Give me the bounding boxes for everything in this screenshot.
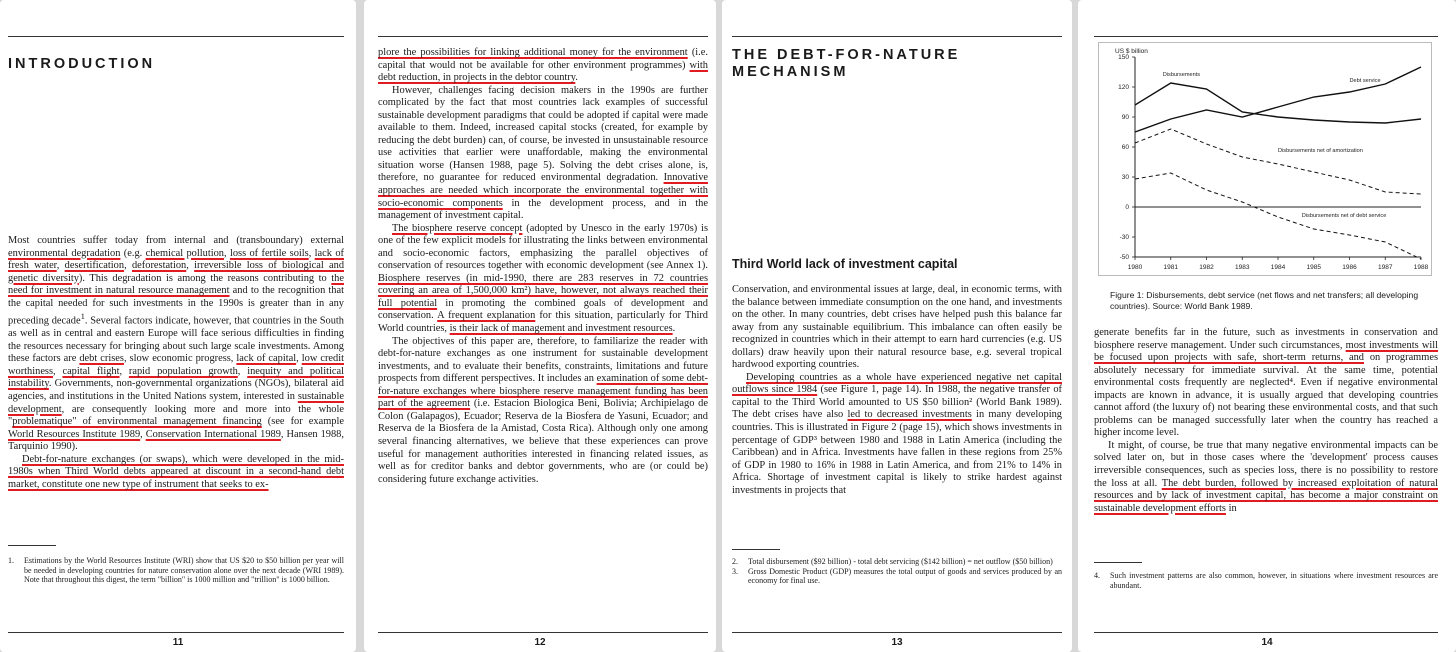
subheading: Third World lack of investment capital [732,257,958,271]
page-11 [0,0,356,652]
figure-caption: Figure 1: Disbursements, debt service (net flows and net transfers; all developing countries). Source: World Bank 1989. [1110,290,1419,311]
x-tick-label: 1984 [1270,264,1286,271]
footnote: 1. Estimations by the World Resources Institute (WRI) show that US $20 to $50 billion per year will be needed in developing countries for nature conservation alone over the next decade (WRI 1989). Note that throughout this digest, the term "billion" is 1000 million and "trillion" is 1000 billion. [8,556,344,584]
footnote-rule [8,545,56,546]
line-chart [1099,43,1433,277]
x-tick-label: 1981 [1163,264,1178,271]
x-tick-label: 1986 [1342,264,1357,271]
footnote-rule [732,549,780,550]
y-tick-label: 30 [1121,174,1129,182]
body-text: Most countries suffer today from internal and (transboundary) external environmental degradation (e.g. chemical pollution, loss of fertile soils, lack of fresh water, desertification, deforestation, irreversible loss of biological and genetic diversity). This degradation is among the reasons contributing to the need for investment in natural resource management and to the recognition that the capital needed for such investments in the 1990s is greater than in any preceding decade$^1$. Several factors indicate, however, that countries in the South as well as in central and eastern Europe will face serious difficulties in finding the resources necessary for bringing about such large scale investments. Among these factors are debt crises, slow economic progress, lack of capital, low credit worthiness, capital flight, rapid population growth, inequity and political instability. Governments, non-governmental organizations (NGOs), bilateral aid agencies, and institutions in the United Nations system, interested in sustainable development, are consequently looking more and more into the whole "problematique" of environmental management financing (see for example World Resources Institute 1989, Conservation International 1989, Hansen 1988, Tarquinio 1990). Debt-for-nature exchanges (or swaps), which were developed in the mid-1980s when Third World debts appeared at discount in a second-hand debt market, constitute one new type of instrument that seeks to ex- [8,235,345,490]
body-text: generate benefits far in the future, such as investments in conservation and biosphere reserve management. Under such circumstances, most investments will be focused upon projects with safe, short-term returns, and on programmes absolutely necessary for immediate survival. At the same time, potential environmental costs frequently are neglected⁴. Even if negative environmental impacts are known in advance, it is usually argued that developing countries cannot afford (the luxury of) not bearing these environmental costs, and that such problems can be managed successfully later when the country has reached a higher income level. It might, of course, be true that many negative environmental impacts can be solved later on, but in those cases where the 'development' process causes irreversible consequences, such as species loss, there is no possibility to restore the loss at all. The debt burden, followed by increased exploitation of natural resources and by lack of investment capital, has become a major constraint on sustainable development efforts in [1094,327,1438,514]
top-rule [732,36,1062,37]
x-tick-label: 1985 [1306,264,1321,271]
figure-1-chart [1098,42,1432,276]
bottom-rule [378,632,708,633]
page-14 [1078,0,1456,652]
page-number: 14 [1261,637,1273,648]
page-number: 13 [891,637,903,648]
footnotes: 2. Total disbursement ($92 billion) - total debt servicing ($142 billion) = net outflow ($50 billion) 3. Gross Domestic Product (GDP) measures the total output of goods and services produced by an economy for final use. [732,557,1062,585]
top-rule [378,36,708,37]
y-axis-label: US $ billion [1115,48,1148,55]
top-rule [8,36,344,37]
bottom-rule [732,632,1062,633]
y-tick-label: 150 [1118,54,1129,62]
bottom-rule [1094,632,1438,633]
series-line-net-of-amortization [1135,129,1421,194]
y-tick-label: -30 [1119,234,1129,242]
y-tick-label: 0 [1125,204,1129,212]
series-label-debt-service: Debt service [1349,78,1381,84]
body-text: plore the possibilities for linking additional money for the environment (i.e. capital that would not be available for other environment programmes) with debt reduction, in projects in the debtor country. However, challenges facing decision makers in the 1990s are further complicated by the fact that most countries lack examples of successful sustainable development paradigms that could be adopted if capital were made available to them. Indeed, increased capital stocks (created, for example by reducing the debt burden) can, of course, be invested in unsustainable resource use activities that earlier were unaffordable, making the environmental situation worse (Hansen 1988, page 5). Solving the debt crises alone, is, therefore, no guarantee for reduced environmental degradation. Innovative approaches are needed which incorporate the environmental together with socio-economic components in the development process, and in the management of investment capital. The biosphere reserve concept (adopted by Unesco in the early 1970s) is one of the few explicit models for illustrating the links between environmental and socio-economic factors, emphasizing the parallel objectives of conservation of resources together with economic development (see Annex 1). Biosphere reserves (in mid-1990, there are 283 reserves in 72 countries covering an area of 1,500,000 km²) have, however, not always reached their full potential in promoting the combined goals of development and conservation. A frequent explanation for this situation, particularly for Third World countries, is their lack of management and investment resources. The objectives of this paper are, therefore, to familiarize the reader with debt-for-nature exchanges as one instrument for sustainable development investments, and to evaluate their benefits, constraints, limitations and future prospects from different perspectives. It includes an examination of some debt-for-nature exchanges where biosphere reserve management funding has been part of the agreement (i.e. Estacion Biologica Beni, Bolivia; Archipielago de Colon (Galapagos), Ecuador; Reserva de la Biosfera de Yasuni, Ecuador; and Reserva de la Biosfera de la Amistad, Costa Rica). Although only one among several financing alternatives, we believe that these experiences can prove useful for management authorities interested in financing related issues, as well as for creditor banks and debtor governments, who are (or could be) considering future exchange activities. [378,47,708,485]
footnote-rule [1094,562,1142,563]
x-tick-label: 1983 [1235,264,1250,271]
page-number: 12 [534,637,546,648]
body-text: Conservation, and environmental issues at large, deal, in economic terms, with the balance between immediate consumption on the one hand, and investments on the other. In many countries, debt crises have helped push this balance far away from any sustainable equilibrium. This imbalance can often easily be recognized in countries which in their attempt to earn hard currencies (e.g. US dollars) draw heavily upon their natural resource base, e.g. several tropical hardwood exporting countries. Developing countries as a whole have experienced negative net capital outflows since 1984 (see Figure 1, page 14). In 1988, the negative transfer of capital to the Third World amounted to US $50 billion² (World Bank 1989). The debt crises have also led to decreased investments in many developing countries. This is illustrated in Figure 2 (page 15), which shows investments in percentage of GDP³ between 1980 and 1988 in Latin America (including the Caribbean) and in Africa. Investments have fallen in these regions from 25% of GDP in 1980 to 16% in 1988 in Latin America, and from 21% to 14% in Africa. Shortage of investment capital is likely to strike hardest against investments in projects that [732,284,1062,496]
x-tick-label: 1982 [1199,264,1214,271]
section-heading: THE DEBT-FOR-NATURE MECHANISM [732,47,961,80]
series-label-net-of-amortization: Disbursements net of amortization [1278,148,1363,154]
page-12 [364,0,716,652]
top-rule [1094,36,1438,37]
x-tick-label: 1988 [1413,264,1429,271]
page-number: 11 [172,637,184,648]
y-tick-label: -50 [1119,254,1129,262]
y-tick-label: 60 [1121,144,1129,152]
series-label-net-of-debt-service: Disbursements net of debt service [1301,213,1387,219]
bottom-rule [8,632,344,633]
footnote: 4. Such investment patterns are also common, however, in situations where investment resources are abundant. [1094,571,1438,590]
y-tick-label: 90 [1121,114,1129,122]
section-heading: INTRODUCTION [8,56,156,72]
x-tick-label: 1987 [1378,264,1393,271]
page-13 [722,0,1072,652]
y-tick-label: 120 [1118,84,1129,92]
series-label-disbursements: Disbursements [1162,72,1201,78]
x-tick-label: 1980 [1127,264,1143,271]
